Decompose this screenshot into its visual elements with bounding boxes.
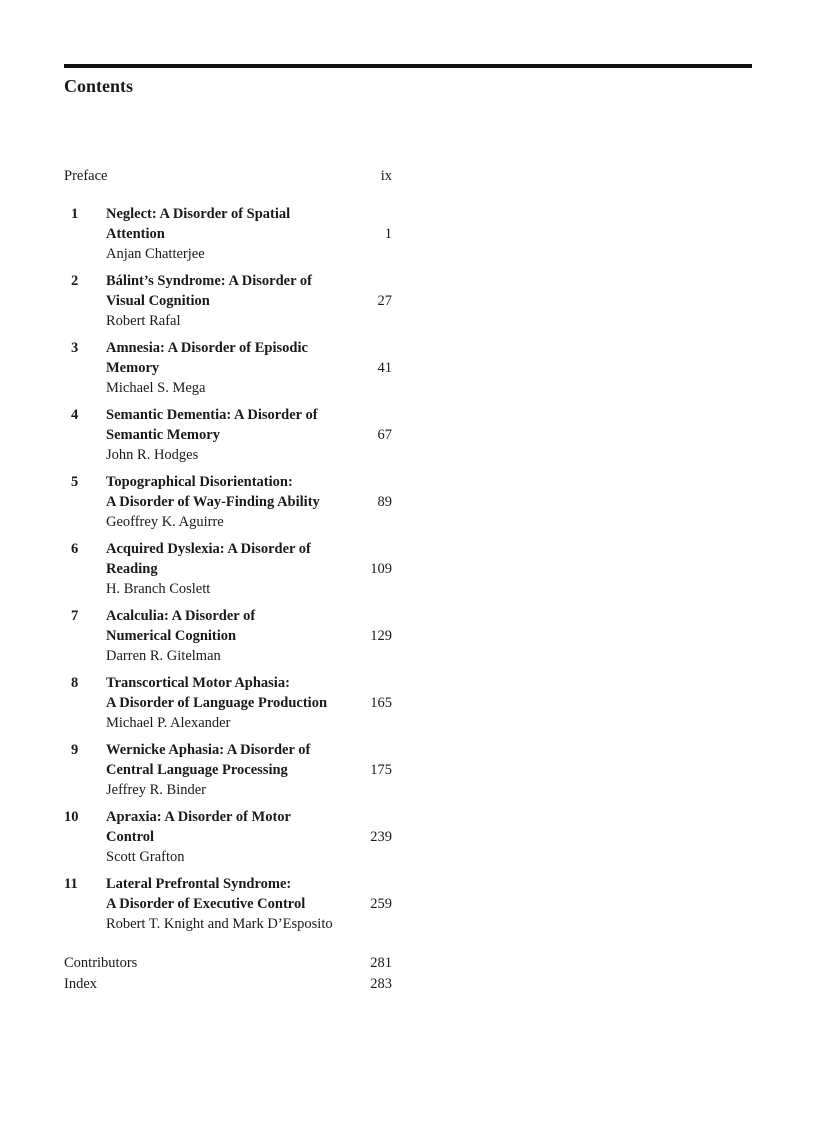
chapter-author: John R. Hodges	[106, 447, 199, 463]
chapter-number: 10	[64, 809, 79, 825]
chapter-body	[106, 272, 392, 332]
chapter-title-row	[106, 272, 392, 311]
chapter-body	[106, 808, 392, 868]
chapter-title-line: Control	[106, 828, 155, 845]
chapter-body	[106, 339, 392, 399]
chapter-title-line: A Disorder of Language Production	[106, 694, 328, 711]
chapter-title-row	[106, 741, 392, 780]
toc-chapter-entry[interactable]	[64, 205, 404, 265]
chapter-list	[64, 205, 404, 935]
chapter-author: Michael P. Alexander	[106, 715, 231, 731]
toc-chapter-entry[interactable]	[64, 540, 404, 600]
chapter-title-line: Visual Cognition	[106, 292, 210, 309]
chapter-title	[106, 607, 354, 646]
chapter-body	[106, 607, 392, 667]
chapter-title-row	[106, 406, 392, 445]
chapter-title-line: Semantic Memory	[106, 426, 220, 443]
chapter-page-number: 41	[377, 359, 392, 376]
chapter-title-row	[106, 607, 392, 646]
toc-entry-page: ix	[380, 168, 392, 184]
chapter-body	[106, 406, 392, 466]
toc-entry-page: 283	[370, 976, 392, 992]
chapter-author: H. Branch Coslett	[106, 581, 211, 597]
chapter-body	[106, 875, 392, 935]
chapter-title-row	[106, 674, 392, 713]
chapter-title	[106, 674, 354, 713]
chapter-number: 4	[71, 407, 79, 423]
chapter-title-line: A Disorder of Way-Finding Ability	[106, 493, 320, 510]
chapter-author: Robert T. Knight and Mark D’Esposito	[106, 916, 333, 932]
toc-chapter-entry[interactable]	[64, 875, 404, 935]
chapter-title	[106, 205, 354, 244]
chapter-body	[106, 674, 392, 734]
chapter-number: 8	[71, 675, 79, 691]
chapter-body	[106, 741, 392, 801]
toc-chapter-entry[interactable]	[64, 808, 404, 868]
chapter-title	[106, 272, 354, 311]
chapter-title-row	[106, 540, 392, 579]
chapter-title-line: Semantic Dementia: A Disorder of	[106, 407, 318, 423]
toc-chapter-entry[interactable]	[64, 339, 404, 399]
chapter-number: 9	[71, 742, 79, 758]
chapter-title-line: Attention	[106, 225, 165, 242]
chapter-author: Michael S. Mega	[106, 380, 206, 396]
chapter-title-line: Acalculia: A Disorder of	[106, 608, 256, 624]
toc-entry-label: Index	[64, 976, 98, 992]
chapter-author: Scott Grafton	[106, 849, 185, 865]
chapter-page-number: 239	[370, 828, 392, 845]
toc-entry-page: 281	[370, 955, 392, 971]
chapter-number: 6	[71, 541, 79, 557]
chapter-title-row	[106, 808, 392, 847]
chapter-title	[106, 808, 354, 847]
chapter-title	[106, 741, 354, 780]
toc-chapter-entry[interactable]	[64, 607, 404, 667]
chapter-page-number: 129	[370, 627, 392, 644]
toc-chapter-entry[interactable]	[64, 674, 404, 734]
toc-chapter-entry[interactable]	[64, 272, 404, 332]
chapter-title-line: Reading	[106, 560, 158, 577]
chapter-number: 11	[64, 876, 78, 892]
top-rule	[64, 64, 752, 68]
toc-chapter-entry[interactable]	[64, 741, 404, 801]
table-of-contents	[64, 166, 404, 995]
chapter-page-number: 89	[377, 493, 392, 510]
page-title: Contents	[64, 76, 134, 96]
back-matter	[64, 953, 404, 995]
chapter-author: Jeffrey R. Binder	[106, 782, 206, 798]
chapter-title-line: Bálint’s Syndrome: A Disorder of	[106, 273, 312, 289]
chapter-page-number: 175	[370, 761, 392, 778]
chapter-title	[106, 540, 354, 579]
chapter-body	[106, 205, 392, 265]
toc-entry-contributors[interactable]	[64, 953, 392, 974]
chapter-title-line: Acquired Dyslexia: A Disorder of	[106, 541, 311, 557]
chapter-title-line: Numerical Cognition	[106, 627, 237, 644]
chapter-title-line: A Disorder of Executive Control	[106, 895, 306, 912]
chapter-author: Darren R. Gitelman	[106, 648, 221, 664]
chapter-author: Geoffrey K. Aguirre	[106, 514, 224, 530]
chapter-author: Anjan Chatterjee	[106, 246, 205, 262]
chapter-title-row	[106, 339, 392, 378]
chapter-title	[106, 406, 354, 445]
chapter-title-line: Amnesia: A Disorder of Episodic	[106, 340, 308, 356]
chapter-title-row	[106, 205, 392, 244]
chapter-title-line: Central Language Processing	[106, 761, 288, 778]
chapter-body	[106, 540, 392, 600]
toc-chapter-entry[interactable]	[64, 406, 404, 466]
chapter-page-number: 165	[370, 694, 392, 711]
chapter-number: 5	[71, 474, 79, 490]
chapter-page-number: 259	[370, 895, 392, 912]
chapter-title	[106, 339, 354, 378]
chapter-author: Robert Rafal	[106, 313, 181, 329]
chapter-title-line: Memory	[106, 359, 160, 376]
chapter-number: 2	[71, 273, 79, 289]
chapter-title-line: Neglect: A Disorder of Spatial	[106, 206, 291, 222]
chapter-body	[106, 473, 392, 533]
chapter-title-row	[106, 875, 392, 914]
toc-entry-preface[interactable]	[64, 166, 392, 187]
chapter-title	[106, 875, 354, 914]
toc-chapter-entry[interactable]	[64, 473, 404, 533]
chapter-page-number: 109	[370, 560, 392, 577]
chapter-number: 7	[71, 608, 79, 624]
chapter-page-number: 1	[384, 225, 392, 242]
chapter-title	[106, 473, 354, 512]
chapter-page-number: 67	[377, 426, 392, 443]
toc-entry-label: Contributors	[64, 955, 138, 971]
toc-entry-label: Preface	[64, 168, 108, 184]
chapter-title-line: Lateral Prefrontal Syndrome:	[106, 876, 292, 892]
toc-entry-index[interactable]	[64, 974, 392, 995]
chapter-title-line: Wernicke Aphasia: A Disorder of	[106, 742, 311, 758]
chapter-title-line: Topographical Disorientation:	[106, 474, 293, 490]
chapter-number: 3	[71, 340, 79, 356]
chapter-number: 1	[71, 206, 79, 222]
chapter-title-line: Transcortical Motor Aphasia:	[106, 675, 290, 691]
chapter-title-row	[106, 473, 392, 512]
chapter-page-number: 27	[377, 292, 392, 309]
chapter-title-line: Apraxia: A Disorder of Motor	[106, 809, 291, 825]
